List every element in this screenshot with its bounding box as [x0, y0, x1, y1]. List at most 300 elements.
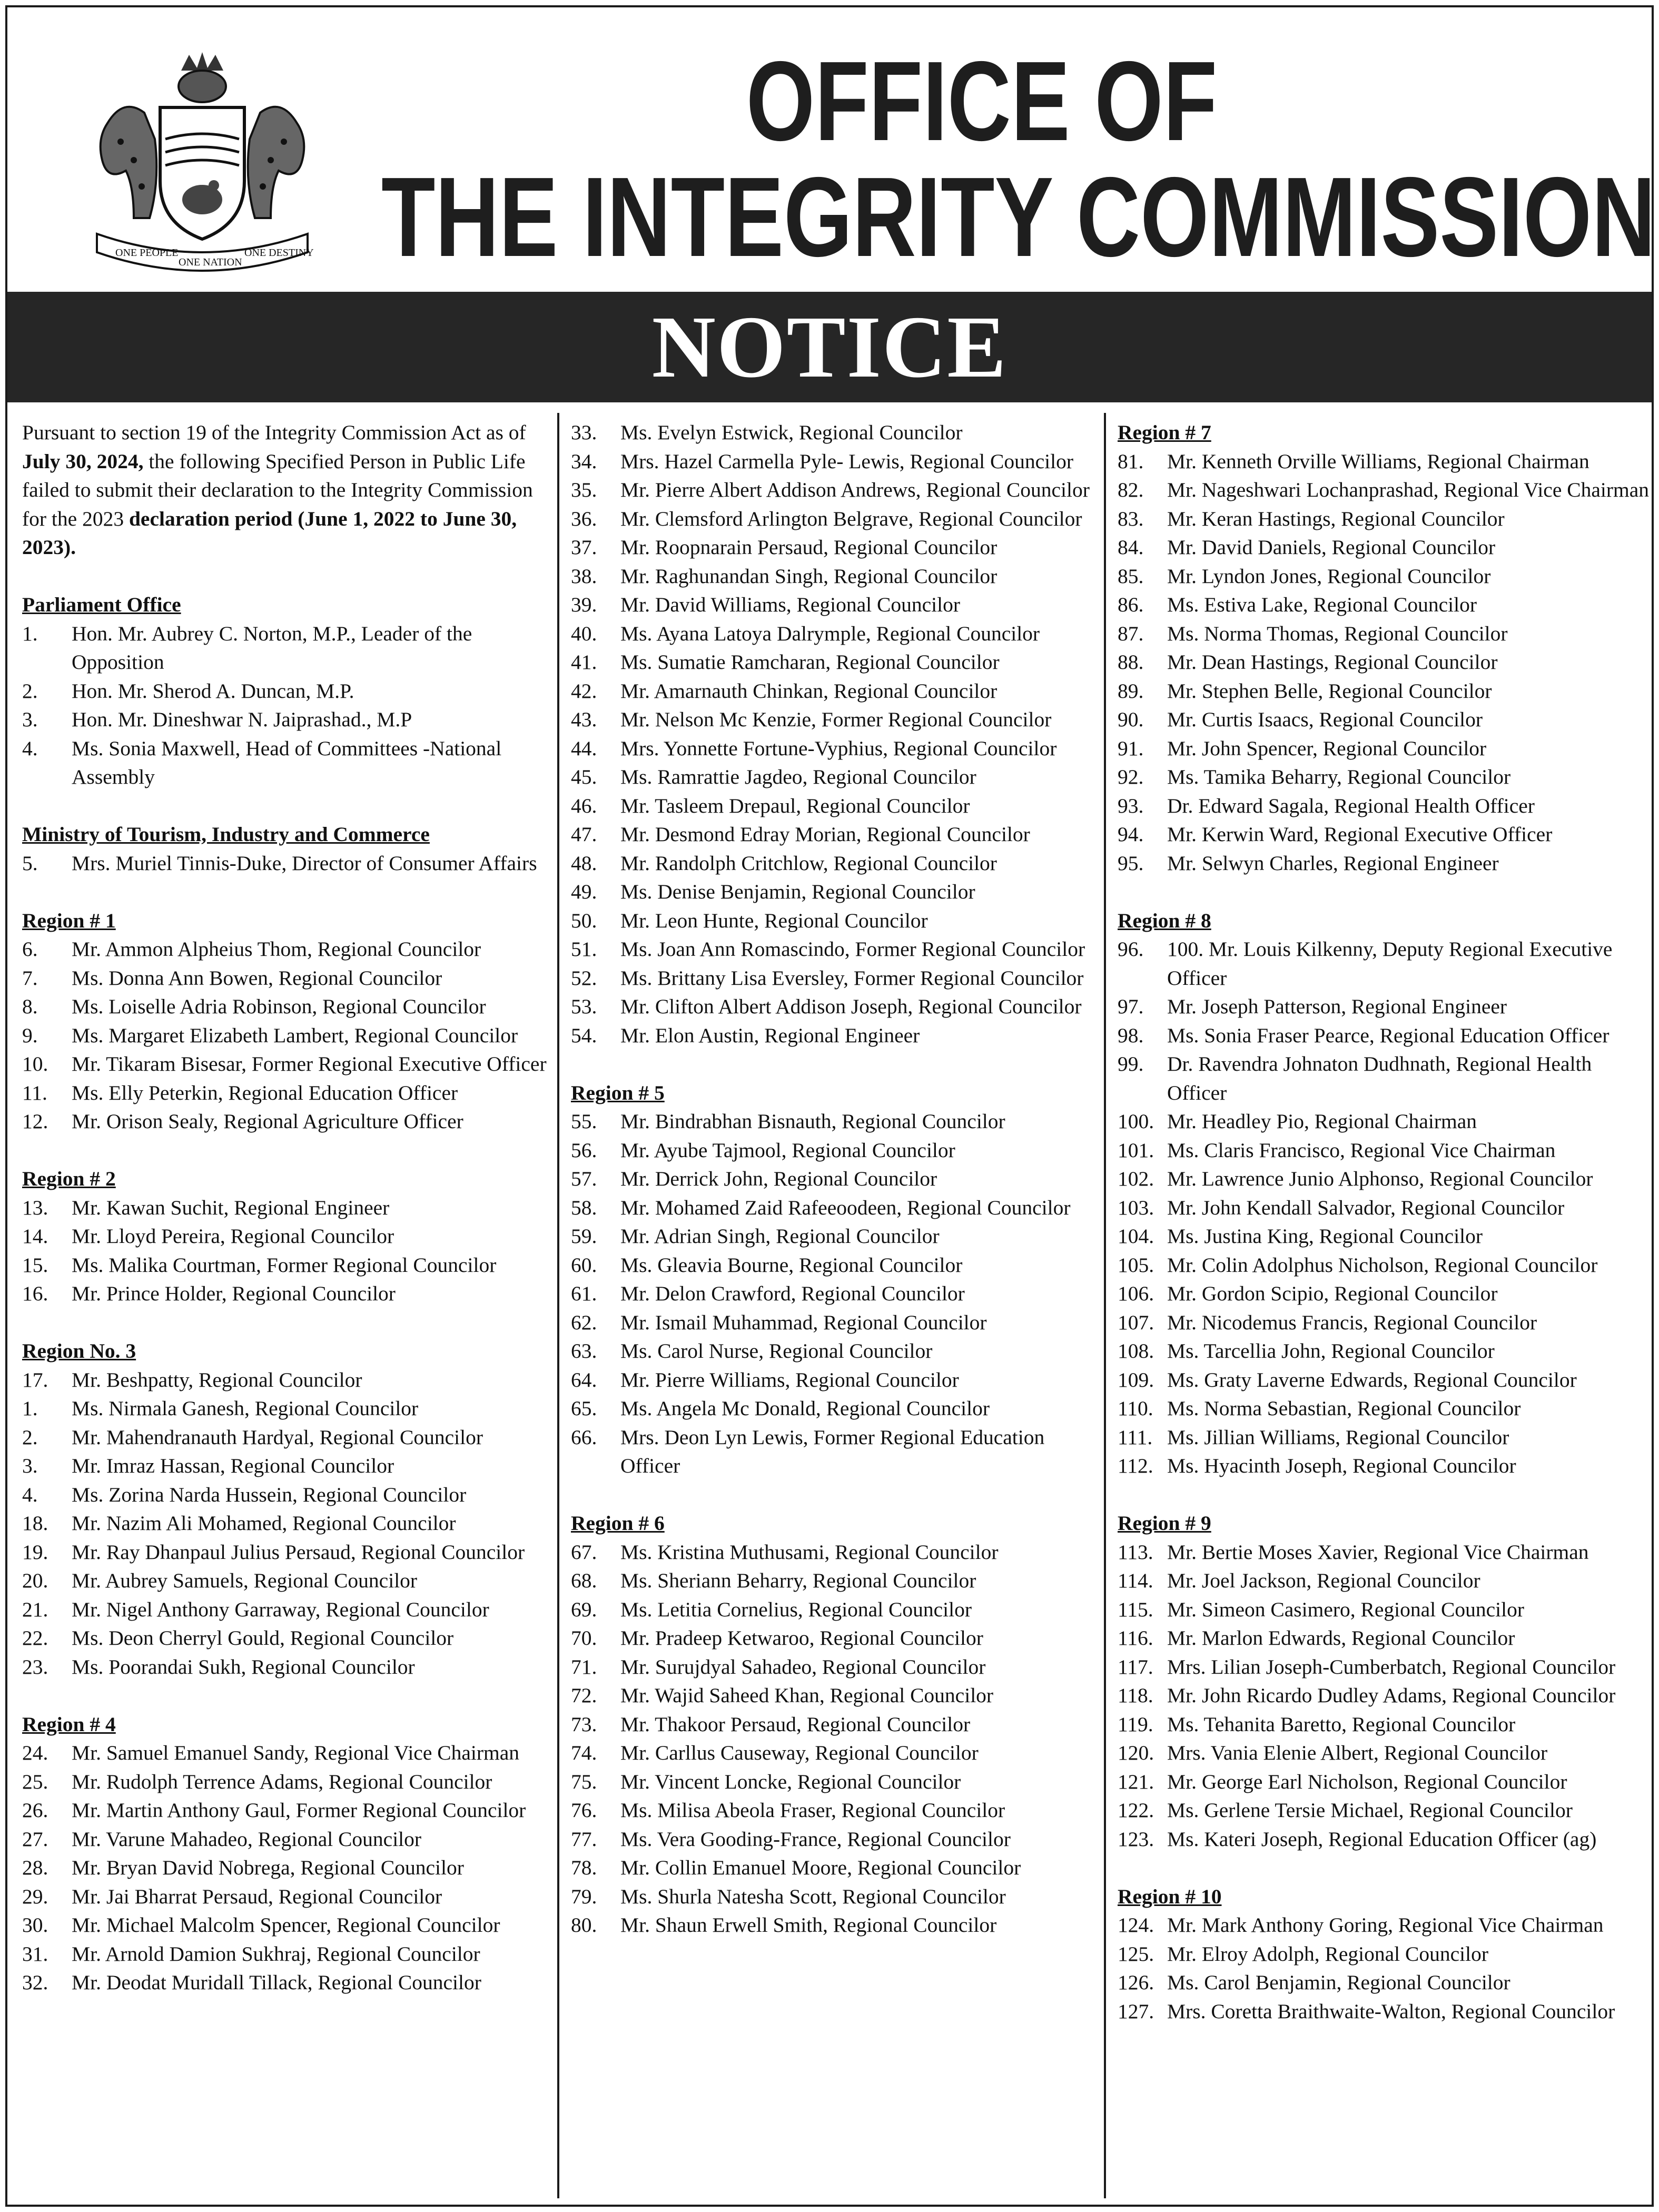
- item-number: 116.: [1118, 1626, 1153, 1650]
- list-item: [571, 648, 1103, 677]
- item-text: Ms. Carol Benjamin, Regional Councilor: [1167, 1971, 1510, 1994]
- item-text: Ms. Ayana Latoya Dalrymple, Regional Councilor: [620, 621, 1040, 645]
- list-item: [571, 1337, 1103, 1366]
- section: [571, 1509, 1103, 1940]
- list-item: [1118, 1337, 1651, 1366]
- item-text: Mr. Pierre Williams, Regional Councilor: [620, 1368, 959, 1391]
- item-text: Mr. Desmond Edray Morian, Regional Councilor: [620, 823, 1030, 846]
- item-number: 85.: [1118, 564, 1144, 588]
- list-item: [22, 1366, 554, 1395]
- item-number: 56.: [571, 1138, 597, 1162]
- item-number: 4.: [22, 736, 38, 760]
- list-item: [571, 734, 1103, 763]
- item-text: Mr. Joseph Patterson, Regional Engineer: [1167, 995, 1507, 1018]
- list-item: [22, 1767, 554, 1796]
- list-item: [22, 935, 554, 964]
- list-item: [1118, 1653, 1651, 1682]
- list-item: [571, 1222, 1103, 1251]
- item-text: Mr. Thakoor Persaud, Regional Councilor: [620, 1712, 971, 1736]
- section-heading: Region # 4: [22, 1712, 116, 1736]
- item-number: 1.: [22, 1397, 38, 1420]
- item-text: Ms. Justina King, Regional Councilor: [1167, 1224, 1483, 1248]
- list-item: [571, 935, 1103, 964]
- item-text: Mr. Rudolph Terrence Adams, Regional Councilor: [72, 1770, 492, 1793]
- item-text: Ms. Angela Mc Donald, Regional Councilor: [620, 1397, 990, 1420]
- item-text: Mr. Derrick John, Regional Councilor: [620, 1167, 937, 1190]
- section: [1118, 1509, 1651, 1853]
- item-number: 16.: [22, 1282, 48, 1305]
- item-number: 51.: [571, 937, 597, 961]
- item-text: Mr. Pierre Albert Addison Andrews, Regional Councilor: [620, 478, 1090, 501]
- list-item: [571, 1710, 1103, 1739]
- intro-paragraph: [22, 418, 554, 562]
- item-text: Mr. Martin Anthony Gaul, Former Regional Councilor: [72, 1799, 526, 1822]
- item-text: Ms. Sonia Fraser Pearce, Regional Education Officer: [1167, 1023, 1609, 1047]
- item-number: 63.: [571, 1339, 597, 1362]
- item-number: 88.: [1118, 650, 1144, 674]
- item-text: Mr. Samuel Emanuel Sandy, Regional Vice Chairman: [72, 1741, 520, 1764]
- list-item: [1118, 619, 1651, 648]
- item-number: 127.: [1118, 1999, 1154, 2023]
- list-item: [571, 964, 1103, 993]
- item-text: Ms. Shurla Natesha Scott, Regional Councilor: [620, 1884, 1006, 1908]
- item-number: 60.: [571, 1253, 597, 1277]
- item-number: 54.: [571, 1023, 597, 1047]
- list-item: [1118, 1164, 1651, 1193]
- item-number: 77.: [571, 1827, 597, 1851]
- list-item: [1118, 1423, 1651, 1452]
- list-item: [22, 619, 554, 677]
- list-item: [1118, 1451, 1651, 1480]
- list-item: [1118, 677, 1651, 706]
- list-item: [22, 1825, 554, 1854]
- item-number: 46.: [571, 794, 597, 817]
- item-number: 126.: [1118, 1971, 1154, 1994]
- list-item: [1118, 1566, 1651, 1595]
- item-text: Mrs. Lilian Joseph-Cumberbatch, Regional Councilor: [1167, 1655, 1616, 1678]
- item-text: Ms. Poorandai Sukh, Regional Councilor: [72, 1655, 415, 1678]
- item-number: 118.: [1118, 1684, 1153, 1707]
- list-item: [571, 1193, 1103, 1222]
- item-text: Mr. Pradeep Ketwaroo, Regional Councilor: [620, 1626, 983, 1650]
- item-text: Ms. Sonia Maxwell, Head of Committees -National Assembly: [72, 736, 502, 788]
- list-item: [22, 677, 554, 706]
- list-item: [1118, 1940, 1651, 1969]
- item-text: Mr. Selwyn Charles, Regional Engineer: [1167, 851, 1499, 875]
- list-item: [1118, 1050, 1651, 1107]
- item-number: 49.: [571, 880, 597, 903]
- item-number: 11.: [22, 1081, 47, 1104]
- item-text: Mr. Elroy Adolph, Regional Councilor: [1167, 1942, 1489, 1966]
- item-number: 78.: [571, 1856, 597, 1879]
- list-item: [22, 1882, 554, 1911]
- item-text: Mr. Tasleem Drepaul, Regional Councilor: [620, 794, 970, 817]
- section: [571, 418, 1103, 1050]
- item-number: 50.: [571, 908, 597, 932]
- item-text: Mr. Nigel Anthony Garraway, Regional Councilor: [72, 1597, 489, 1621]
- list-item: [22, 1595, 554, 1624]
- item-number: 25.: [22, 1770, 48, 1793]
- intro-text-1: Pursuant to section 19 of the Integrity Commission Act as of: [22, 421, 526, 444]
- item-text: Mr. Michael Malcolm Spencer, Regional Councilor: [72, 1913, 500, 1937]
- item-text: Ms. Hyacinth Joseph, Regional Councilor: [1167, 1454, 1516, 1477]
- section-heading: Region # 8: [1118, 908, 1211, 932]
- intro-period: declaration period (June 1, 2022 to June 30, 2023).: [22, 507, 517, 559]
- section: [571, 1079, 1103, 1480]
- item-number: 21.: [22, 1597, 48, 1621]
- item-text: Ms. Kateri Joseph, Regional Education Officer (ag): [1167, 1827, 1597, 1851]
- item-text: Mr. Bindrabhan Bisnauth, Regional Councilor: [620, 1110, 1005, 1133]
- item-number: 101.: [1118, 1138, 1154, 1162]
- item-text: Mrs. Coretta Braithwaite-Walton, Regional Councilor: [1167, 1999, 1615, 2023]
- item-text: Dr. Edward Sagala, Regional Health Officer: [1167, 794, 1535, 817]
- item-text: Mr. Aubrey Samuels, Regional Councilor: [72, 1569, 418, 1592]
- item-number: 117.: [1118, 1655, 1153, 1678]
- list-item: [1118, 820, 1651, 849]
- item-text: Ms. Denise Benjamin, Regional Councilor: [620, 880, 975, 903]
- item-text: Ms. Donna Ann Bowen, Regional Councilor: [72, 966, 442, 990]
- list-item: [1118, 1739, 1651, 1767]
- section: [22, 1710, 554, 1997]
- item-text: Mr. John Ricardo Dudley Adams, Regional Councilor: [1167, 1684, 1616, 1707]
- item-number: 5.: [22, 851, 38, 875]
- item-number: 36.: [571, 507, 597, 530]
- item-text: Mr. Imraz Hassan, Regional Councilor: [72, 1454, 394, 1477]
- list-item: [571, 562, 1103, 591]
- list-item: [22, 1480, 554, 1509]
- item-text: Ms. Sumatie Ramcharan, Regional Councilor: [620, 650, 1000, 674]
- item-number: 100.: [1118, 1110, 1154, 1133]
- list-item: [22, 1394, 554, 1423]
- item-number: 14.: [22, 1224, 48, 1248]
- item-number: 67.: [571, 1540, 597, 1564]
- item-number: 57.: [571, 1167, 597, 1190]
- item-text: Mr. Raghunandan Singh, Regional Councilor: [620, 564, 998, 588]
- item-text: Ms. Norma Sebastian, Regional Councilor: [1167, 1397, 1521, 1420]
- item-text: Mr. John Spencer, Regional Councilor: [1167, 736, 1487, 760]
- item-text: Ms. Tarcellia John, Regional Councilor: [1167, 1339, 1495, 1362]
- list-item: [571, 1107, 1103, 1136]
- item-text: Mr. Stephen Belle, Regional Councilor: [1167, 679, 1492, 703]
- item-text: Mr. Surujdyal Sahadeo, Regional Councilor: [620, 1655, 986, 1678]
- list-item: [571, 533, 1103, 562]
- section: [1118, 1882, 1651, 2026]
- item-number: 39.: [571, 593, 597, 616]
- item-number: 61.: [571, 1282, 597, 1305]
- item-text: Mr. Gordon Scipio, Regional Councilor: [1167, 1282, 1498, 1305]
- item-text: Ms. Zorina Narda Hussein, Regional Councilor: [72, 1483, 467, 1506]
- item-text: Mr. David Daniels, Regional Councilor: [1167, 536, 1496, 559]
- item-text: Ms. Tamika Beharry, Regional Councilor: [1167, 765, 1511, 788]
- item-number: 107.: [1118, 1310, 1154, 1334]
- list-item: [1118, 505, 1651, 534]
- item-number: 124.: [1118, 1913, 1154, 1937]
- list-item: [1118, 1107, 1651, 1136]
- list-item: [1118, 1279, 1651, 1308]
- item-number: 111.: [1118, 1425, 1153, 1449]
- list-item: [1118, 1308, 1651, 1337]
- list-item: [571, 505, 1103, 534]
- list-item: [1118, 1021, 1651, 1050]
- item-number: 20.: [22, 1569, 48, 1592]
- item-text: Mr. Tikaram Bisesar, Former Regional Executive Officer: [72, 1052, 547, 1075]
- item-number: 76.: [571, 1799, 597, 1822]
- item-number: 74.: [571, 1741, 597, 1764]
- item-text: Mr. Elon Austin, Regional Engineer: [620, 1023, 920, 1047]
- item-number: 108.: [1118, 1339, 1154, 1362]
- list-item: [1118, 1710, 1651, 1739]
- item-text: Ms. Gerlene Tersie Michael, Regional Councilor: [1167, 1799, 1573, 1822]
- item-number: 6.: [22, 937, 38, 961]
- item-text: Mr. Bertie Moses Xavier, Regional Vice Chairman: [1167, 1540, 1589, 1564]
- item-text: Mr. Amarnauth Chinkan, Regional Councilor: [620, 679, 998, 703]
- section: [22, 1337, 554, 1681]
- item-number: 37.: [571, 536, 597, 559]
- item-text: Mrs. Hazel Carmella Pyle- Lewis, Regional Councilor: [620, 449, 1074, 473]
- column-1: [22, 418, 554, 2026]
- item-number: 121.: [1118, 1770, 1154, 1793]
- list-item: [571, 1366, 1103, 1395]
- item-text: Ms. Nirmala Ganesh, Regional Councilor: [72, 1397, 419, 1420]
- column-divider: [557, 413, 559, 2198]
- intro-date: July 30, 2024,: [22, 449, 144, 473]
- item-text: Mr. Leon Hunte, Regional Councilor: [620, 908, 928, 932]
- list-item: [1118, 648, 1651, 677]
- list-item: [22, 1107, 554, 1136]
- list-item: [1118, 1193, 1651, 1222]
- section: [22, 906, 554, 1136]
- item-text: Ms. Sheriann Beharry, Regional Councilor: [620, 1569, 976, 1592]
- list-item: [571, 1538, 1103, 1567]
- list-item: [571, 877, 1103, 906]
- list-item: [571, 476, 1103, 505]
- item-text: Ms. Deon Cherryl Gould, Regional Councilor: [72, 1626, 454, 1650]
- item-text: Mr. Nageshwari Lochanprashad, Regional Vice Chairman: [1167, 478, 1649, 501]
- item-text: Mrs. Vania Elenie Albert, Regional Councilor: [1167, 1741, 1548, 1764]
- item-number: 27.: [22, 1827, 48, 1851]
- item-number: 15.: [22, 1253, 48, 1277]
- list-item: [1118, 1538, 1651, 1567]
- list-item: [571, 1164, 1103, 1193]
- section-heading: Region # 9: [1118, 1512, 1211, 1535]
- list-item: [1118, 562, 1651, 591]
- item-text: Mr. Kerwin Ward, Regional Executive Officer: [1167, 823, 1553, 846]
- item-number: 70.: [571, 1626, 597, 1650]
- list-item: [22, 734, 554, 792]
- item-text: Ms. Ramrattie Jagdeo, Regional Councilor: [620, 765, 976, 788]
- list-item: [22, 1279, 554, 1308]
- crest-motto-2: ONE NATION: [179, 256, 242, 268]
- notice-page: [5, 5, 1654, 2207]
- item-number: 53.: [571, 995, 597, 1018]
- column-3: [1118, 418, 1651, 2055]
- item-text: Ms. Brittany Lisa Eversley, Former Regional Councilor: [620, 966, 1084, 990]
- section: [22, 820, 554, 877]
- list-item: [22, 1538, 554, 1567]
- column-sections: [1118, 418, 1651, 2026]
- list-item: [571, 1394, 1103, 1423]
- item-number: 80.: [571, 1913, 597, 1937]
- item-text: Ms. Carol Nurse, Regional Councilor: [620, 1339, 933, 1362]
- list-item: [1118, 1222, 1651, 1251]
- item-number: 64.: [571, 1368, 597, 1391]
- section-heading: Region # 7: [1118, 421, 1211, 444]
- column-divider: [1104, 413, 1106, 2198]
- column-sections: [571, 418, 1103, 1940]
- item-number: 109.: [1118, 1368, 1154, 1391]
- item-text: Mr. Lyndon Jones, Regional Councilor: [1167, 564, 1491, 588]
- list-item: [571, 1796, 1103, 1825]
- item-text: Mr. Simeon Casimero, Regional Councilor: [1167, 1597, 1525, 1621]
- item-number: 65.: [571, 1397, 597, 1420]
- item-number: 95.: [1118, 851, 1144, 875]
- list-item: [1118, 1825, 1651, 1854]
- list-item: [1118, 1251, 1651, 1280]
- item-number: 7.: [22, 966, 38, 990]
- item-text: Mr. Nazim Ali Mohamed, Regional Councilor: [72, 1512, 456, 1535]
- list-item: [571, 590, 1103, 619]
- item-number: 81.: [1118, 449, 1144, 473]
- item-number: 79.: [571, 1884, 597, 1908]
- item-number: 2.: [22, 1425, 38, 1449]
- list-item: [1118, 1796, 1651, 1825]
- item-number: 73.: [571, 1712, 597, 1736]
- item-number: 34.: [571, 449, 597, 473]
- item-number: 98.: [1118, 1023, 1144, 1047]
- item-number: 43.: [571, 708, 597, 731]
- list-item: [22, 964, 554, 993]
- item-text: Mr. Curtis Isaacs, Regional Councilor: [1167, 708, 1483, 731]
- item-text: Ms. Tehanita Baretto, Regional Councilor: [1167, 1712, 1516, 1736]
- list-item: [1118, 476, 1651, 505]
- list-item: [571, 1825, 1103, 1854]
- list-item: [571, 1279, 1103, 1308]
- list-item: [571, 1739, 1103, 1767]
- item-number: 106.: [1118, 1282, 1154, 1305]
- item-text: Mr. Arnold Damion Sukhraj, Regional Councilor: [72, 1942, 480, 1966]
- section: [22, 1164, 554, 1308]
- item-text: Ms. Kristina Muthusami, Regional Councilor: [620, 1540, 999, 1564]
- item-number: 55.: [571, 1110, 597, 1133]
- item-text: Ms. Milisa Abeola Fraser, Regional Councilor: [620, 1799, 1005, 1822]
- item-text: Ms. Letitia Cornelius, Regional Councilor: [620, 1597, 972, 1621]
- item-number: 89.: [1118, 679, 1144, 703]
- item-text: Mr. Ismail Muhammad, Regional Councilor: [620, 1310, 987, 1334]
- item-text: Mr. Lloyd Pereira, Regional Councilor: [72, 1224, 394, 1248]
- item-number: 97.: [1118, 995, 1144, 1018]
- list-item: [22, 1222, 554, 1251]
- item-text: Mrs. Deon Lyn Lewis, Former Regional Education Officer: [620, 1425, 1045, 1477]
- item-text: Mr. Marlon Edwards, Regional Councilor: [1167, 1626, 1515, 1650]
- list-item: [1118, 763, 1651, 792]
- item-number: 122.: [1118, 1799, 1154, 1822]
- list-item: [22, 1451, 554, 1480]
- list-item: [22, 1251, 554, 1280]
- item-text: Ms. Estiva Lake, Regional Councilor: [1167, 593, 1477, 616]
- item-number: 104.: [1118, 1224, 1154, 1248]
- section: [1118, 906, 1651, 1480]
- item-number: 84.: [1118, 536, 1144, 559]
- item-number: 35.: [571, 478, 597, 501]
- section-heading: Parliament Office: [22, 593, 181, 616]
- item-text: Mr. Nelson Mc Kenzie, Former Regional Councilor: [620, 708, 1052, 731]
- item-text: Mr. Prince Holder, Regional Councilor: [72, 1282, 396, 1305]
- list-item: [22, 1739, 554, 1767]
- list-item: [571, 1308, 1103, 1337]
- item-number: 32.: [22, 1971, 48, 1994]
- item-number: 72.: [571, 1684, 597, 1707]
- item-number: 3.: [22, 1454, 38, 1477]
- item-text: Ms. Graty Laverne Edwards, Regional Councilor: [1167, 1368, 1577, 1391]
- list-item: [571, 677, 1103, 706]
- item-text: Mr. Mohamed Zaid Rafeeoodeen, Regional Councilor: [620, 1196, 1071, 1219]
- item-number: 87.: [1118, 621, 1144, 645]
- intro-text-2: the following Specified Person in Public Life failed to submit their declaration to the Integrity Commission for the 2023: [22, 449, 533, 530]
- list-item: [571, 792, 1103, 821]
- item-number: 1.: [22, 621, 38, 645]
- list-item: [22, 1566, 554, 1595]
- list-item: [22, 1193, 554, 1222]
- item-number: 92.: [1118, 765, 1144, 788]
- list-item: [22, 1509, 554, 1538]
- section: [1118, 418, 1651, 877]
- list-item: [571, 1767, 1103, 1796]
- item-text: Mr. Nicodemus Francis, Regional Councilor: [1167, 1310, 1537, 1334]
- list-item: [22, 1050, 554, 1079]
- item-text: Mr. Headley Pio, Regional Chairman: [1167, 1110, 1477, 1133]
- item-number: 120.: [1118, 1741, 1154, 1764]
- list-item: [22, 992, 554, 1021]
- item-text: Mr. Clifton Albert Addison Joseph, Regional Councilor: [620, 995, 1082, 1018]
- item-text: Mr. David Williams, Regional Councilor: [620, 593, 960, 616]
- list-item: [22, 1653, 554, 1682]
- list-item: [571, 820, 1103, 849]
- item-text: Ms. Vera Gooding-France, Regional Councilor: [620, 1827, 1011, 1851]
- list-item: [1118, 447, 1651, 476]
- item-number: 28.: [22, 1856, 48, 1879]
- list-item: [1118, 792, 1651, 821]
- item-text: Mr. Delon Crawford, Regional Councilor: [620, 1282, 965, 1305]
- section-heading: Region # 6: [571, 1512, 665, 1535]
- list-item: [1118, 935, 1651, 992]
- section-heading: Region # 5: [571, 1081, 665, 1104]
- list-item: [1118, 1394, 1651, 1423]
- item-number: 115.: [1118, 1597, 1153, 1621]
- item-text: Mr. Randolph Critchlow, Regional Councilor: [620, 851, 997, 875]
- item-number: 38.: [571, 564, 597, 588]
- list-item: [571, 1911, 1103, 1940]
- item-text: Ms. Margaret Elizabeth Lambert, Regional Councilor: [72, 1023, 518, 1047]
- list-item: [1118, 590, 1651, 619]
- item-text: Mr. Colin Adolphus Nicholson, Regional Councilor: [1167, 1253, 1598, 1277]
- item-number: 41.: [571, 650, 597, 674]
- item-number: 68.: [571, 1569, 597, 1592]
- notice-label: NOTICE: [651, 298, 1008, 396]
- item-number: 30.: [22, 1913, 48, 1937]
- section-heading: Region # 10: [1118, 1884, 1222, 1908]
- list-item: [22, 1911, 554, 1940]
- list-item: [571, 849, 1103, 878]
- item-text: Mr. Clemsford Arlington Belgrave, Regional Councilor: [620, 507, 1082, 530]
- item-text: Mrs. Muriel Tinnis-Duke, Director of Consumer Affairs: [72, 851, 537, 875]
- item-text: Mr. Deodat Muridall Tillack, Regional Councilor: [72, 1971, 481, 1994]
- item-number: 9.: [22, 1023, 38, 1047]
- item-number: 114.: [1118, 1569, 1153, 1592]
- item-number: 33.: [571, 421, 597, 444]
- item-text: Ms. Evelyn Estwick, Regional Councilor: [620, 421, 963, 444]
- notice-banner: [7, 292, 1652, 402]
- item-number: 112.: [1118, 1454, 1153, 1477]
